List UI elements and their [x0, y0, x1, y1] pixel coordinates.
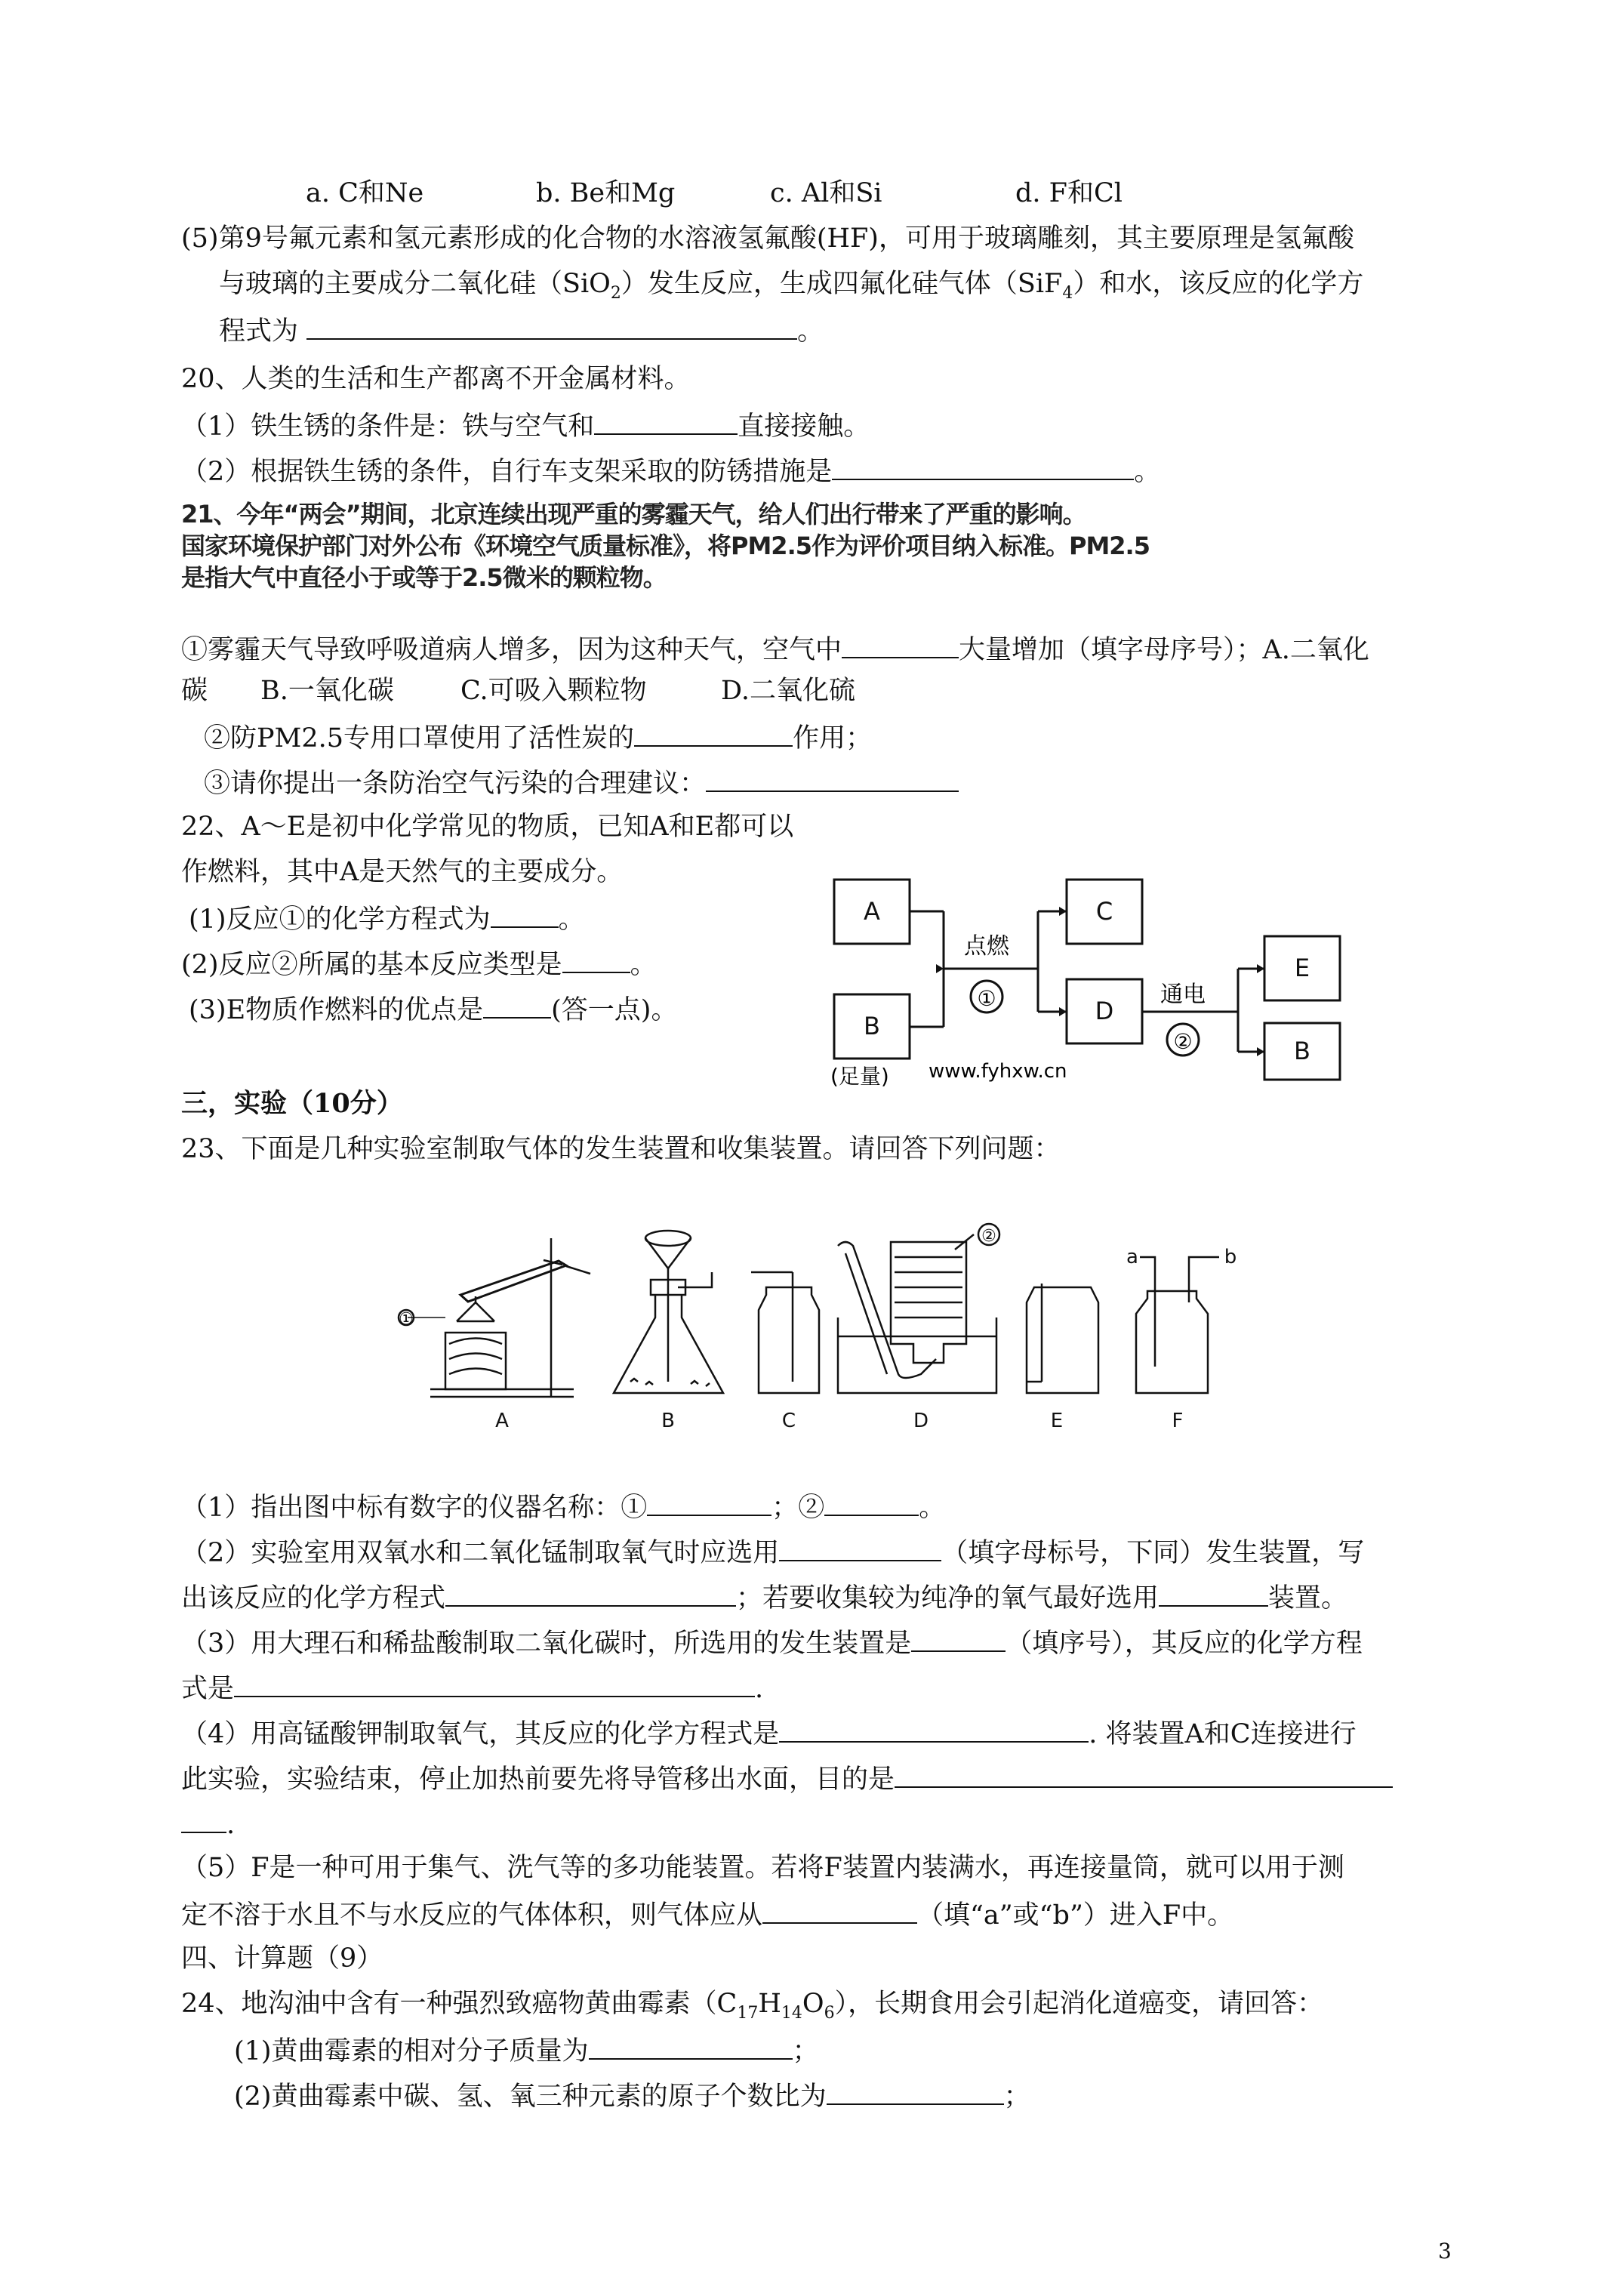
excess-label: (足量)	[830, 1064, 889, 1087]
option-a: a. C和Ne	[306, 178, 424, 208]
label-e: E	[1050, 1410, 1064, 1431]
q21-options: 碳 B.一氧化碳 C.可吸入颗粒物 D.二氧化硫	[181, 676, 855, 706]
q23-part5-cont: 定不溶于水且不与水反应的气体体积，则气体应从 （填“a”或“b”）进入F中。	[181, 1897, 1233, 1932]
option-c: c. Al和Si	[770, 178, 882, 208]
q23-part4: （4）用高锰酸钾制取氧气，其反应的化学方程式是 . 将装置A和C连接进行	[181, 1715, 1357, 1751]
answer-blank[interactable]	[491, 901, 559, 928]
answer-blank[interactable]	[842, 631, 959, 658]
reaction-diagram	[819, 864, 1347, 1087]
answer-blank[interactable]	[234, 1670, 755, 1697]
q23-title: 23、下面是几种实验室制取气体的发生装置和收集装置。请回答下列问题：	[181, 1134, 1061, 1164]
label-num-2: ②	[981, 1227, 996, 1246]
label-port-b: b	[1224, 1246, 1237, 1268]
q19-5-line1: (5)第9号氟元素和氢元素形成的化合物的水溶液氢氟酸(HF)，可用于玻璃雕刻，其主要原理是氢氟酸	[181, 223, 1354, 254]
answer-blank[interactable]	[483, 991, 551, 1019]
q23-part2: （2）实验室用双氧水和二氧化锰制取氧气时应选用 （填字母标号，下同）发生装置，写	[181, 1534, 1364, 1570]
label-c: C	[781, 1410, 796, 1431]
q24-title: 24、地沟油中含有一种强烈致癌物黄曲霉素$(C_{17}H_{14}O_6)$，长期食用会引起消化道癌变，请回答：	[181, 1989, 1324, 2023]
q22-part2: (2)反应②所属的基本反应类型是 。	[181, 946, 657, 982]
box-b2: B	[1294, 1037, 1310, 1065]
box-d: D	[1095, 997, 1114, 1025]
section-3-title: 三，实验（10分）	[181, 1088, 403, 1119]
apparatus-figure	[393, 1212, 1306, 1431]
answer-blank[interactable]	[824, 1489, 919, 1516]
answer-blank[interactable]	[779, 1715, 1089, 1743]
options-19-4	[306, 177, 1123, 210]
q23-part4-end: .	[181, 1806, 235, 1841]
box-c: C	[1095, 897, 1113, 926]
answer-blank[interactable]	[445, 1579, 736, 1607]
answer-blank[interactable]	[562, 946, 630, 973]
answer-blank[interactable]	[895, 1761, 1393, 1788]
q23-part5: （5）F是一种可用于集气、洗气等的多功能装置。若将F装置内装满水，再连接量筒，就可以用于测	[181, 1853, 1344, 1883]
q19-5-line3: 程式为 。	[219, 313, 824, 348]
q20-title: 20、人类的生活和生产都离不开金属材料。	[181, 364, 691, 394]
q21-part1: ①雾霾天气导致呼吸道病人增多，因为这种天气，空气中 大量增加（填字母序号）；A.二氧化	[181, 631, 1369, 667]
q21-pasted-image: 21、今年“两会”期间，北京连续出现严重的雾霾天气，给人们出行带来了严重的影响。 国家环境保护部门对外公布《环境空气质量标准》，将PM2.5作为评价项目纳入标准。PM2.5 是指大气中直径小于或等于2.5微米的颗粒物。	[181, 500, 1150, 592]
answer-blank[interactable]	[779, 1534, 941, 1561]
box-e: E	[1294, 954, 1310, 982]
q20-part2: （2）根据铁生锈的条件，自行车支架采取的防锈措施是 。	[181, 453, 1160, 488]
section-4-title: 四、计算题（9）	[181, 1943, 383, 1974]
label-f: F	[1172, 1410, 1184, 1431]
q21-part2: ②防PM2.5专用口罩使用了活性炭的 作用；	[204, 720, 872, 755]
option-b: b. Be和Mg	[536, 178, 676, 208]
ignite-label: 点燃	[964, 933, 1009, 960]
answer-blank[interactable]	[827, 2078, 1004, 2105]
q20-part1: （1）铁生锈的条件是：铁与空气和 直接接触。	[181, 408, 870, 443]
answer-blank[interactable]	[634, 720, 793, 747]
label-port-a: a	[1126, 1246, 1138, 1268]
q22-part1: (1)反应①的化学方程式为 。	[189, 901, 585, 936]
q19-5-line2: 与玻璃的主要成分二氧化硅（SiO$_2$）发生反应，生成四氟化硅气体（SiF$_4$）和水，该反应的化学方	[219, 269, 1364, 303]
answer-blank[interactable]	[589, 2032, 793, 2060]
answer-blank[interactable]	[306, 313, 797, 340]
box-a: A	[864, 897, 880, 926]
answer-blank[interactable]	[594, 408, 738, 435]
answer-blank[interactable]	[181, 1806, 226, 1833]
label-b: B	[661, 1410, 675, 1431]
q24-part1: (1)黄曲霉素的相对分子质量为 ；	[234, 2032, 819, 2068]
option-d: d. F和Cl	[1015, 178, 1123, 208]
watermark: www.fyhxw.cn	[929, 1060, 1067, 1083]
electrify-label: 通电	[1160, 982, 1206, 1008]
q23-part3: （3）用大理石和稀盐酸制取二氧化碳时，所选用的发生装置是 （填序号），其反应的化学方程	[181, 1625, 1363, 1660]
circle-2: ②	[1173, 1029, 1193, 1054]
q23-part3-cont: 式是 .	[181, 1670, 763, 1706]
answer-blank[interactable]	[647, 1489, 771, 1516]
answer-blank[interactable]	[832, 453, 1134, 480]
q22-line1: 22、A～E是初中化学常见的物质，已知A和E都可以	[181, 812, 794, 842]
q21-part3: ③请你提出一条防治空气污染的合理建议：	[204, 765, 959, 800]
answer-blank[interactable]	[762, 1897, 917, 1924]
answer-blank[interactable]	[1159, 1579, 1268, 1607]
circle-1: ①	[977, 986, 996, 1011]
q23-part4-cont: 此实验，实验结束，停止加热前要先将导管移出水面，目的是	[181, 1761, 1393, 1796]
q23-part2-cont: 出该反应的化学方程式 ；若要收集较为纯净的氧气最好选用 装置。	[181, 1579, 1347, 1615]
q22-line2: 作燃料，其中A是天然气的主要成分。	[181, 857, 624, 887]
answer-blank[interactable]	[911, 1625, 1006, 1652]
q23-part1: （1）指出图中标有数字的仪器名称：① ；② 。	[181, 1489, 945, 1524]
q22-part3: (3)E物质作燃料的优点是 (答一点)。	[189, 991, 677, 1027]
label-num-1: ①	[399, 1310, 414, 1329]
label-a: A	[495, 1410, 509, 1431]
box-b: B	[864, 1012, 880, 1040]
q24-part2: (2)黄曲霉素中碳、氢、氧三种元素的原子个数比为 ；	[234, 2078, 1030, 2113]
page-number: 3	[1438, 2239, 1452, 2264]
answer-blank[interactable]	[706, 765, 959, 792]
label-d: D	[913, 1410, 929, 1431]
